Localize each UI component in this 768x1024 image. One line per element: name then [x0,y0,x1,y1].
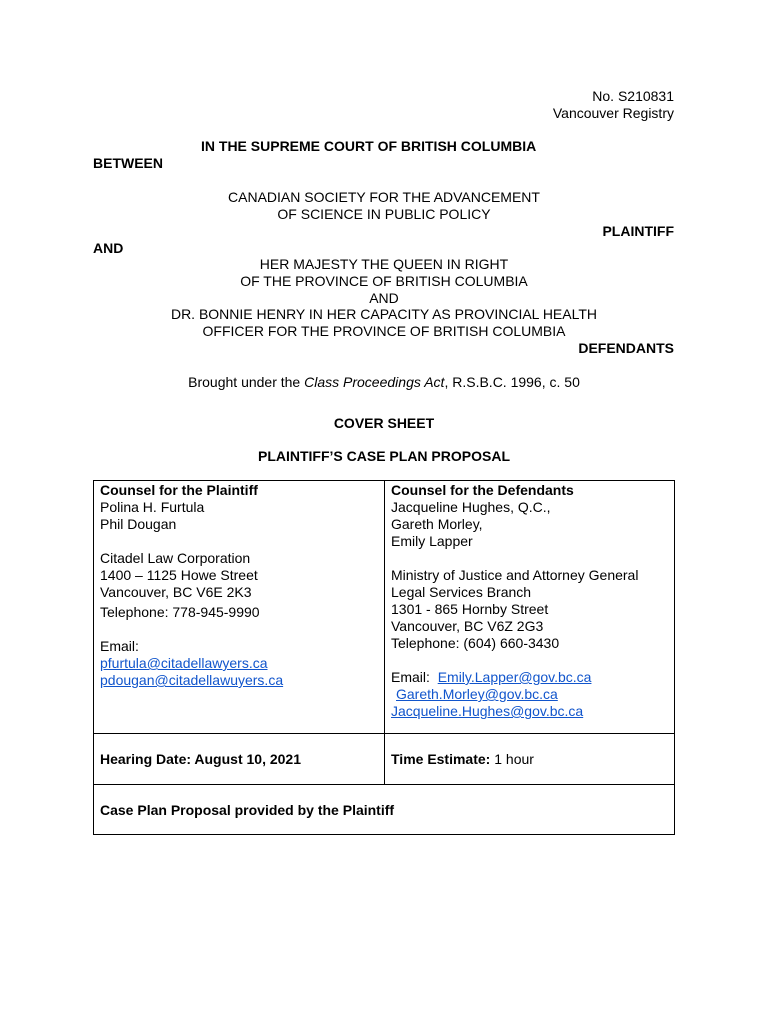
plaintiff-counsel-name2: Phil Dougan [100,516,177,532]
defendant1-line2: OF THE PROVINCE OF BRITISH COLUMBIA [240,273,528,289]
plaintiff-counsel-firm: Citadel Law Corporation [100,550,251,566]
row-divider-2 [94,784,674,785]
plaintiff-counsel-address1: 1400 – 1125 Howe Street [100,567,258,583]
and-center: AND [369,290,399,306]
defendant-counsel-telephone: Telephone: (604) 660-3430 [391,635,560,651]
defendant-counsel-heading: Counsel for the Defendants [391,482,574,498]
registry: Vancouver Registry [552,105,674,121]
plaintiff-email-link-1[interactable]: pfurtula@citadellawyers.ca [100,655,268,671]
and-label: AND [93,240,124,256]
court-title: IN THE SUPREME COURT OF BRITISH COLUMBIA [201,138,537,154]
act-name: Class Proceedings Act [304,374,445,390]
defendant-counsel-address1: 1301 - 865 Hornby Street [391,601,549,617]
defendant-counsel-email-line [391,669,638,686]
counsel-table [93,480,675,835]
defendant-counsel-email-label: Email: [391,669,430,685]
row-divider-1 [94,733,674,734]
proposal-title: PLAINTIFF’S CASE PLAN PROPOSAL [257,448,510,464]
plaintiff-counsel-heading: Counsel for the Plaintiff [100,482,258,498]
plaintiff-counsel-email-label: Email: [100,638,139,654]
time-estimate [391,751,534,768]
time-estimate-value: 1 hour [490,751,534,767]
cover-sheet-title: COVER SHEET [333,415,435,431]
defendant-counsel-name1: Jacqueline Hughes, Q.C., [391,499,551,515]
act-line [0,374,768,391]
defendant-email-link-2[interactable]: Gareth.Morley@gov.bc.ca [396,686,558,702]
plaintiff-counsel-cell [100,482,283,689]
defendant-counsel-ministry: Ministry of Justice and Attorney General [391,567,639,583]
defendant1-line1: HER MAJESTY THE QUEEN IN RIGHT [259,256,509,272]
defendants-role: DEFENDANTS [578,340,674,356]
time-estimate-label: Time Estimate: [391,751,491,767]
defendant2-line1: DR. BONNIE HENRY IN HER CAPACITY AS PROVINCIAL HEALTH [170,306,598,322]
defendant-counsel-cell [391,482,638,720]
plaintiff-counsel-telephone: Telephone: 778-945-9990 [100,604,260,620]
hearing-date: Hearing Date: August 10, 2021 [100,751,301,767]
defendant2-line2: OFFICER FOR THE PROVINCE OF BRITISH COLUMBIA [202,323,566,339]
defendant-counsel-name2: Gareth Morley, [391,516,483,532]
file-number: No. S210831 [592,88,674,104]
column-divider [384,481,385,784]
act-prefix: Brought under the [188,374,305,390]
act-suffix: , R.S.B.C. 1996, c. 50 [444,374,580,390]
between-label: BETWEEN [93,155,163,171]
defendant-email-link-1[interactable]: Emily.Lapper@gov.bc.ca [437,669,592,685]
defendant-counsel-branch: Legal Services Branch [391,584,532,600]
plaintiff-name-line2: OF SCIENCE IN PUBLIC POLICY [277,206,491,222]
plaintiff-name-line1: CANADIAN SOCIETY FOR THE ADVANCEMENT [228,189,540,205]
plaintiff-email-link-2[interactable]: pdougan@citadellawuyers.ca [100,672,284,688]
defendant-email-link-3[interactable]: Jacqueline.Hughes@gov.bc.ca [391,703,584,719]
plaintiff-role: PLAINTIFF [602,223,674,239]
defendant-counsel-address2: Vancouver, BC V6Z 2G3 [391,618,544,634]
plaintiff-counsel-address2: Vancouver, BC V6E 2K3 [100,584,252,600]
plaintiff-counsel-name1: Polina H. Furtula [100,499,205,515]
defendant-counsel-name3: Emily Lapper [391,533,473,549]
case-plan-provided: Case Plan Proposal provided by the Plaintiff [100,802,395,818]
